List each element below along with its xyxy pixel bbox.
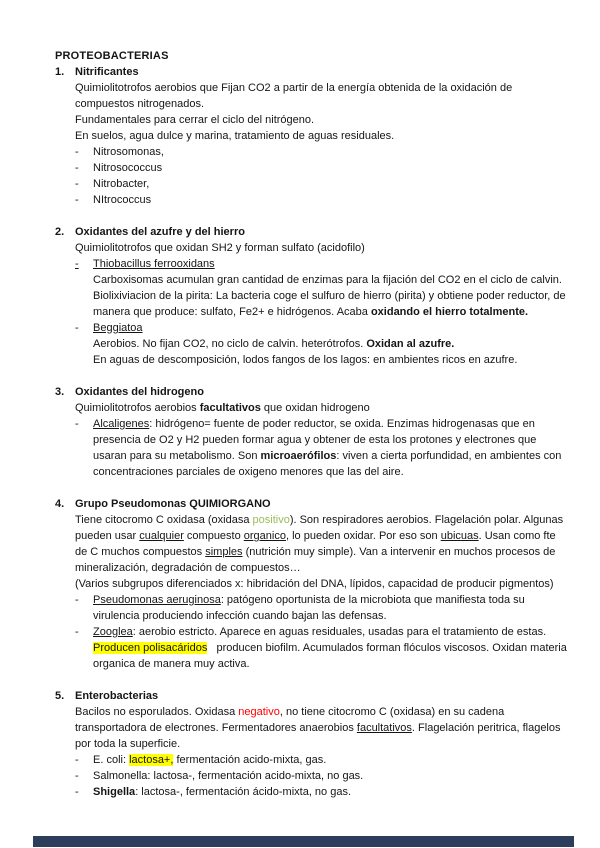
page-title: PROTEOBACTERIAS — [55, 50, 169, 62]
text-run: fermentación acido-mixta, gas. — [173, 754, 327, 766]
paragraph — [75, 112, 567, 128]
section-5 — [55, 688, 567, 800]
document-sections — [55, 64, 567, 800]
text-run: En aguas de descomposición, lodos fangos de los lagos: en ambientes ricos en azufre. — [93, 354, 518, 366]
text-run: (nutrición muy simple). Van a intervenir en muchos procesos de mineralización, degradación de compuestos… — [75, 546, 556, 574]
text-run: . Usan como fte de C muchos compuestos — [75, 530, 556, 558]
bullet-text — [93, 176, 567, 192]
text-run: Zooglea — [93, 626, 133, 638]
bullet-text — [93, 256, 567, 272]
section-heading — [55, 64, 567, 80]
bullet-text — [93, 624, 567, 672]
text-run: (Varios subgrupos diferenciados x: hibridación del DNA, lípidos, capacidad de producir pigmentos) — [75, 578, 554, 590]
paragraph — [75, 80, 567, 112]
bullet-item — [75, 176, 567, 192]
dash-bullet: - — [75, 786, 79, 798]
bullet-text — [93, 752, 567, 768]
section-heading — [55, 496, 567, 512]
dash-bullet: - — [75, 418, 79, 430]
dash-bullet: - — [75, 178, 79, 190]
dash-bullet: - — [75, 258, 79, 270]
dash-bullet: - — [75, 162, 79, 174]
text-run: Beggiatoa — [93, 322, 143, 334]
paragraph — [75, 240, 567, 256]
text-run: facultativos — [199, 402, 261, 414]
text-run: : aerobio estricto. Aparece en aguas residuales, usadas para el tratamiento de estas. — [132, 626, 547, 638]
text-run: Salmonella: lactosa-, fermentación acido-mixta, no gas. — [93, 770, 364, 782]
sub-paragraph — [93, 272, 567, 288]
text-run: Pseudomonas aeruginosa — [93, 594, 221, 606]
text-run: Nitrosomonas, — [93, 146, 164, 158]
text-run: Alcaligenes — [93, 418, 150, 430]
bullet-item — [75, 192, 567, 208]
dash-bullet: - — [75, 194, 79, 206]
text-run: Oxidan al azufre. — [366, 338, 455, 350]
text-run: Thiobacillus ferrooxidans — [93, 258, 215, 270]
text-run: Shigella — [93, 786, 136, 798]
text-run: microaerófilos — [260, 450, 337, 462]
text-run: Biolixiviacion de la pirita: La bacteria coge el sulfuro de hierro (pirita) y obtiene poder reductor, de manera que produce: sulfato, Fe2+ e hidrógenos. Acaba — [93, 290, 566, 318]
section-heading — [55, 384, 567, 400]
footer-bar — [33, 836, 574, 847]
text-run: En suelos, agua dulce y marina, tratamiento de aguas residuales. — [75, 130, 395, 142]
dash-bullet: - — [75, 770, 79, 782]
section-number: 2. — [55, 226, 65, 238]
sub-paragraph — [93, 288, 567, 320]
paragraph — [75, 400, 567, 416]
text-run: : hidrógeno= fuente de poder reductor, se oxida. Enzimas hidrogenasas que en presencia de O2 y H2 pueden formar agua y obtener de esta los protones y electrones que usaran para su metabolismo. Son — [93, 418, 537, 462]
green-status-text: positivo — [252, 514, 290, 526]
text-run: cualquier — [139, 530, 184, 542]
section-number: 3. — [55, 386, 65, 398]
highlighted-text: lactosa+, — [129, 754, 174, 766]
section-number: 1. — [55, 66, 65, 78]
text-run: Fundamentales para cerrar el ciclo del nitrógeno. — [75, 114, 315, 126]
text-run: : viven a cierta porfundidad, en ambientes con concentraciones parciales de oxigeno menores que las del aire. — [93, 450, 562, 478]
paragraph — [75, 704, 567, 752]
bullet-item — [75, 592, 567, 624]
section-number: 4. — [55, 498, 65, 510]
bullet-text — [93, 768, 567, 784]
dash-bullet: - — [75, 322, 79, 334]
bullet-text — [93, 416, 567, 480]
notes-document — [55, 48, 567, 800]
bullet-text — [93, 192, 567, 208]
section-4 — [55, 496, 567, 672]
text-run: , lo pueden oxidar. Por eso son — [285, 530, 441, 542]
section-heading — [55, 688, 567, 704]
red-status-text: negativo — [238, 706, 280, 718]
text-run: ubicuas — [440, 530, 479, 542]
dash-bullet: - — [75, 146, 79, 158]
text-run: compuesto — [183, 530, 244, 542]
dash-bullet: - — [75, 594, 79, 606]
bullet-item — [75, 784, 567, 800]
section-title: Oxidantes del hidrogeno — [75, 386, 204, 398]
text-run: simples — [205, 546, 243, 558]
bullet-text — [93, 144, 567, 160]
section-title: Nitrificantes — [75, 66, 139, 78]
section-1 — [55, 64, 567, 208]
bullet-item — [75, 752, 567, 768]
text-run: Quimiolitotrofos que oxidan SH2 y forman sulfato (acidofilo) — [75, 242, 365, 254]
text-run: NItrococcus — [93, 194, 152, 206]
text-run: : lactosa-, fermentación ácido-mixta, no gas. — [135, 786, 352, 798]
text-run: , no tiene citocromo C (oxidasa) en su cadena transportadora de electrones. Fermentadores anaerobios — [75, 706, 505, 734]
bullet-text — [93, 320, 567, 336]
bullet-item — [75, 144, 567, 160]
bullet-item — [75, 624, 567, 672]
bullet-text — [93, 160, 567, 176]
paragraph — [75, 128, 567, 144]
section-2 — [55, 224, 567, 368]
section-number: 5. — [55, 690, 65, 702]
text-run: organico — [243, 530, 286, 542]
text-run: Bacilos no esporulados. Oxidasa — [75, 706, 239, 718]
sub-paragraph — [93, 336, 567, 352]
text-run: Tiene citocromo C oxidasa (oxidasa — [75, 514, 253, 526]
paragraph — [75, 576, 567, 592]
dash-bullet: - — [75, 626, 79, 638]
section-title: Oxidantes del azufre y del hierro — [75, 226, 245, 238]
section-heading — [55, 224, 567, 240]
text-run: facultativos — [356, 722, 412, 734]
text-run: producen biofilm. Acumulados forman flóculos viscosos. Oxidan materia organica de manera muy activa. — [93, 642, 567, 670]
text-run: E. coli: — [93, 754, 130, 766]
highlighted-text: Producen polisacáridos — [93, 642, 208, 654]
bullet-item — [75, 768, 567, 784]
sub-paragraph — [93, 352, 567, 368]
text-run: Quimiolitotrofos aerobios — [75, 402, 200, 414]
text-run: Quimiolitotrofos aerobios que Fijan CO2 a partir de la energía obtenida de la oxidación de compuestos nitrogenados. — [75, 82, 513, 110]
bullet-item — [75, 160, 567, 176]
text-run: oxidando el hierro totalmente. — [370, 306, 529, 318]
bullet-item — [75, 416, 567, 480]
section-3 — [55, 384, 567, 480]
bullet-text — [93, 592, 567, 624]
bullet-item — [75, 320, 567, 336]
text-run: Carboxisomas acumulan gran cantidad de enzimas para la fijación del CO2 en el ciclo de calvin. — [93, 274, 562, 286]
bullet-text — [93, 784, 567, 800]
paragraph — [75, 512, 567, 576]
text-run: ). Son respiradores aerobios. Flagelación polar. Algunas pueden usar — [75, 514, 564, 542]
text-run: Aerobios. No fijan CO2, no ciclo de calvin. heterótrofos. — [93, 338, 367, 350]
dash-bullet: - — [75, 754, 79, 766]
text-run: Nitrobacter, — [93, 178, 150, 190]
section-title: Grupo Pseudomonas QUIMIORGANO — [75, 498, 271, 510]
text-run: que oxidan hidrogeno — [260, 402, 370, 414]
bullet-item — [75, 256, 567, 272]
text-run: . Flagelación peritrica, flagelos por toda la superficie. — [75, 722, 561, 750]
text-run: : patógeno oportunista de la microbiota que manifiesta toda su virulencia produciendo infección cuando bajan las defensas. — [93, 594, 525, 622]
text-run: Nitrosococcus — [93, 162, 163, 174]
section-title: Enterobacterias — [75, 690, 159, 702]
